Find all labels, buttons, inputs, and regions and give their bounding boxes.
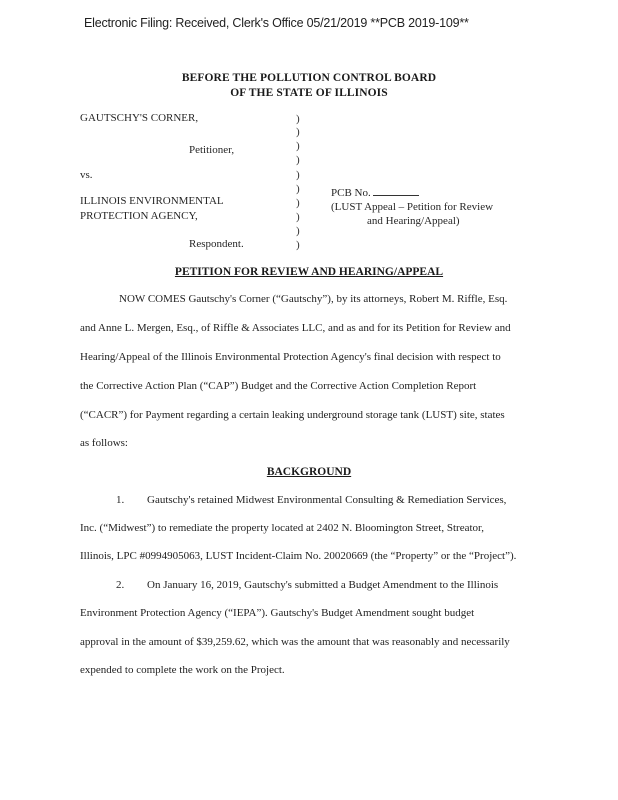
filing-header: Electronic Filing: Received, Clerk's Office 05/21/2019 **PCB 2019-109** xyxy=(84,16,469,30)
petitioner-name: GAUTSCHY'S CORNER, xyxy=(80,112,199,124)
paragraph-line: Inc. (“Midwest”) to remediate the property located at 2402 N. Bloomington Street, Streator, xyxy=(80,522,484,534)
intro-line: and Anne L. Mergen, Esq., of Riffle & Associates LLC, and as and for its Petition for Review and xyxy=(80,322,511,334)
case-number xyxy=(331,186,419,199)
intro-line: the Corrective Action Plan (“CAP”) Budget and the Corrective Action Completion Report xyxy=(80,380,477,392)
caption-paren: ) xyxy=(296,225,300,237)
paragraph-line: Gautschy's retained Midwest Environmental Consulting & Remediation Services, xyxy=(147,494,507,506)
intro-line: NOW COMES Gautschy's Corner (“Gautschy”), by its attorneys, Robert M. Riffle, Esq. xyxy=(119,293,508,305)
paragraph-line: approval in the amount of $39,259.62, which was the amount that was reasonably and necessarily xyxy=(80,636,510,648)
case-number-label: PCB No. xyxy=(331,187,371,199)
caption-paren: ) xyxy=(296,211,300,223)
case-number-blank xyxy=(373,186,419,196)
court-title-line-1: BEFORE THE POLLUTION CONTROL BOARD xyxy=(181,72,437,84)
court-title-line-2: OF THE STATE OF ILLINOIS xyxy=(230,87,388,99)
case-description-line-2: and Hearing/Appeal) xyxy=(367,215,460,227)
versus-label: vs. xyxy=(80,169,93,181)
caption-paren: ) xyxy=(296,239,300,251)
caption-paren: ) xyxy=(296,126,300,138)
paragraph-number: 2. xyxy=(116,579,125,591)
caption-paren: ) xyxy=(296,154,300,166)
caption-paren: ) xyxy=(296,183,300,195)
background-heading: BACKGROUND xyxy=(266,466,352,478)
intro-line: (“CACR”) for Payment regarding a certain leaking underground storage tank (LUST) site, states xyxy=(80,409,505,421)
paragraph-line: Illinois, LPC #0994905063, LUST Incident-Claim No. 20020669 (the “Property” or the “Project”). xyxy=(80,550,517,562)
respondent-role: Respondent. xyxy=(189,238,244,250)
intro-line: Hearing/Appeal of the Illinois Environmental Protection Agency's final decision with respect to xyxy=(80,351,501,363)
respondent-name-line-2: PROTECTION AGENCY, xyxy=(80,210,198,222)
paragraph-number: 1. xyxy=(116,494,125,506)
respondent-name-line-1: ILLINOIS ENVIRONMENTAL xyxy=(80,195,224,207)
caption-paren: ) xyxy=(296,140,300,152)
paragraph-line: On January 16, 2019, Gautschy's submitted a Budget Amendment to the Illinois xyxy=(147,579,499,591)
intro-line: as follows: xyxy=(80,437,128,449)
caption-paren: ) xyxy=(296,197,300,209)
petition-heading: PETITION FOR REVIEW AND HEARING/APPEAL xyxy=(174,266,444,278)
paragraph-line: Environment Protection Agency (“IEPA”). Gautschy's Budget Amendment sought budget xyxy=(80,607,475,619)
caption-paren: ) xyxy=(296,169,300,181)
caption-paren: ) xyxy=(296,113,300,125)
paragraph-line: expended to complete the work on the Project. xyxy=(80,664,285,676)
case-description-line-1: (LUST Appeal – Petition for Review xyxy=(331,201,494,213)
petitioner-role: Petitioner, xyxy=(189,144,235,156)
